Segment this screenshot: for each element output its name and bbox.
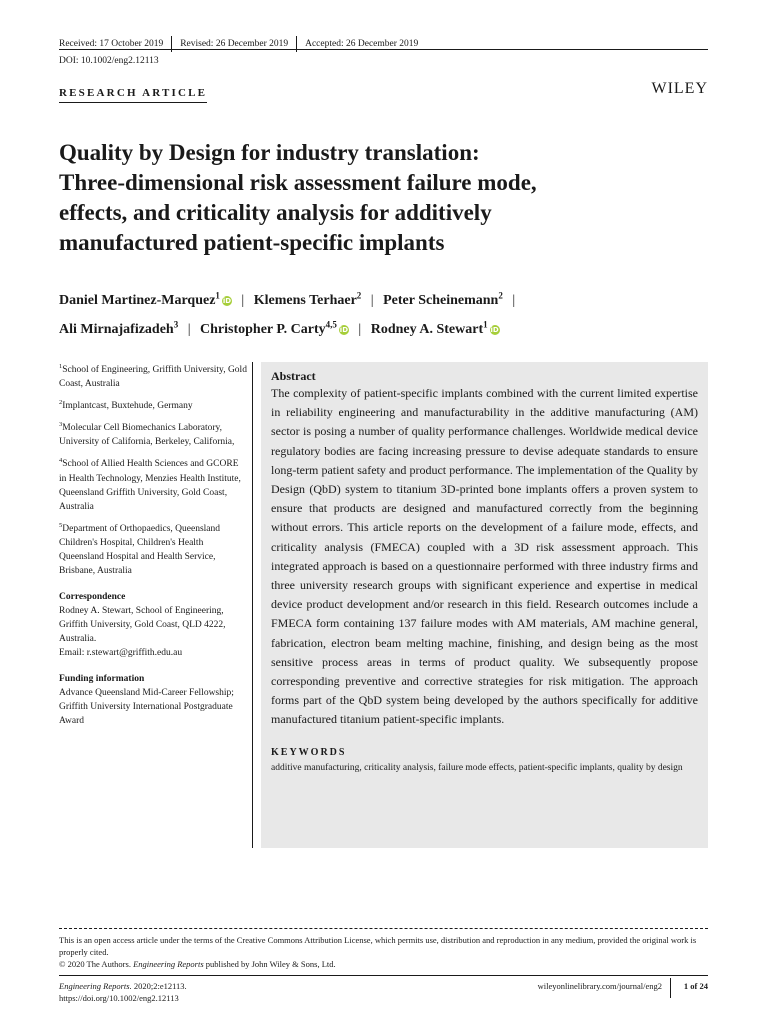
author-separator: | <box>370 292 374 308</box>
title-line: effects, and criticality analysis for additively <box>59 200 492 225</box>
author[interactable]: Christopher P. Carty$^{4,5}$ <box>200 319 337 338</box>
abstract-heading: Abstract <box>271 369 316 383</box>
affiliation: $^1$School of Engineering, Griffith University, Gold Coast, Australia <box>59 363 247 390</box>
affiliations-column <box>59 360 247 728</box>
keywords-text: additive manufacturing, criticality analysis, failure mode effects, patient-specific implants, quality by design <box>271 762 683 773</box>
author-list <box>59 283 709 342</box>
column-divider <box>252 362 253 848</box>
doi: DOI: 10.1002/eng2.12113 <box>59 56 159 66</box>
page-number: 1 of 24 <box>683 981 708 991</box>
author[interactable]: Ali Mirnajafizadeh$^3$ <box>59 319 179 338</box>
title-line: Quality by Design for industry translation: <box>59 140 480 165</box>
affiliation: $^4$School of Allied Health Sciences and GCORE in Health Technology, Menzies Health Institute, Queensland Griffith University, Gold Coast, Australia <box>59 457 241 512</box>
affiliation: $^3$Molecular Cell Biomechanics Laboratory, University of California, Berkeley, California, <box>59 421 235 448</box>
author-separator: | <box>358 322 362 338</box>
keywords-heading: KEYWORDS <box>271 746 347 758</box>
license-text: This is an open access article under the terms of the Creative Commons Attribution License, which permits use, distribution and reproduction in any medium, provided the original work is properly cited. <box>59 935 697 957</box>
author[interactable]: Rodney A. Stewart$^1$ <box>370 319 488 338</box>
abstract-text: The complexity of patient-specific implants combined with the current limited expertise in reliability engineering and manufacturability in the additive manufacturing (AM) sector is posing a number of quality performance challenges. Worldwide medical device regulatory bodies are facing increasing pressure to devise adequate standards to ensure long-term patient safety and product performance. The implementation of the Quality by Design (QbD) system to titanium 3D-printed bone implants offers a proven system to ensure that products are designed and manufactured correctly from the beginning without errors. This article reports on the development of a failure mode, effects, and criticality analysis (FMECA) coupled with a 3D risk assessment approach. This integrated approach is based on a questionnaire performed with three industry firms and three university research groups with significant experience and expertise in medical device product development and/or research in this field. Research outcomes include a FMECA form containing 137 failure modes with AM materials, AM machine general, fabrication, electron beam melting machine, finishing, and design being as the most sensitive process areas in terms of product quality. We subsequently propose corresponding preventive and corrective strategies for risk mitigation. The approach forms part of the QbD system being developed by the authors specifically for additive manufactured titanium patient-specific implants. <box>271 386 698 727</box>
journal-citation <box>59 980 187 1004</box>
journal-doi-link[interactable]: https://doi.org/10.1002/eng2.12113 <box>59 993 179 1003</box>
journal-ref: 2020;2:e12113. <box>133 981 187 991</box>
affiliation: $^2$Implantcast, Buxtehude, Germany <box>59 399 193 412</box>
license-notice <box>59 934 709 970</box>
orcid-icon[interactable]: iD <box>490 326 499 335</box>
correspondence-label: Correspondence <box>59 591 126 602</box>
journal-site-link[interactable]: wileyonlinelibrary.com/journal/eng2 <box>537 981 662 991</box>
title-line: Three-dimensional risk assessment failure mode, <box>59 170 537 195</box>
author[interactable]: Daniel Martinez-Marquez$^1$ <box>59 290 220 308</box>
correspondence-address: Rodney A. Stewart, School of Engineering, Griffith University, Gold Coast, QLD 4222, Australia. <box>59 605 226 644</box>
received-date: Received: 17 October 2019 <box>59 39 164 49</box>
paper-title <box>59 138 699 258</box>
accepted-date: Accepted: 26 December 2019 <box>305 39 419 49</box>
author[interactable]: Peter Scheinemann$^2$ <box>383 290 503 308</box>
orcid-icon[interactable]: iD <box>222 296 232 305</box>
header-rule <box>59 49 708 50</box>
title-line: manufactured patient-specific implants <box>59 230 445 255</box>
funding-label: Funding information <box>59 673 145 684</box>
abstract-box <box>261 362 708 848</box>
copyright: © 2020 The Authors. Engineering Reports published by John Wiley & Sons, Ltd. <box>59 959 336 969</box>
author-separator: | <box>241 292 245 308</box>
funding-text: Advance Queensland Mid-Career Fellowship; Griffith University International Postgraduate Award <box>59 687 234 726</box>
publisher-logo: WILEY <box>651 80 708 97</box>
correspondence-email[interactable]: Email: r.stewart@griffith.edu.au <box>59 647 183 658</box>
journal-name: Engineering Reports. <box>59 981 132 991</box>
footer-separator <box>670 978 671 998</box>
orcid-icon[interactable]: iD <box>339 326 349 335</box>
footnote-rule <box>59 928 708 929</box>
affiliation: $^5$Department of Orthopaedics, Queensland Children's Hospital, Children's Health Queensland Hospital and Health Service, Brisbane, Australia <box>59 521 221 576</box>
footer-rule <box>59 975 708 976</box>
article-type: RESEARCH ARTICLE <box>59 87 207 103</box>
author[interactable]: Klemens Terhaer$^2$ <box>253 290 362 308</box>
author-separator: | <box>187 322 191 338</box>
author-separator: | <box>512 292 516 308</box>
revised-date: Revised: 26 December 2019 <box>180 39 289 49</box>
